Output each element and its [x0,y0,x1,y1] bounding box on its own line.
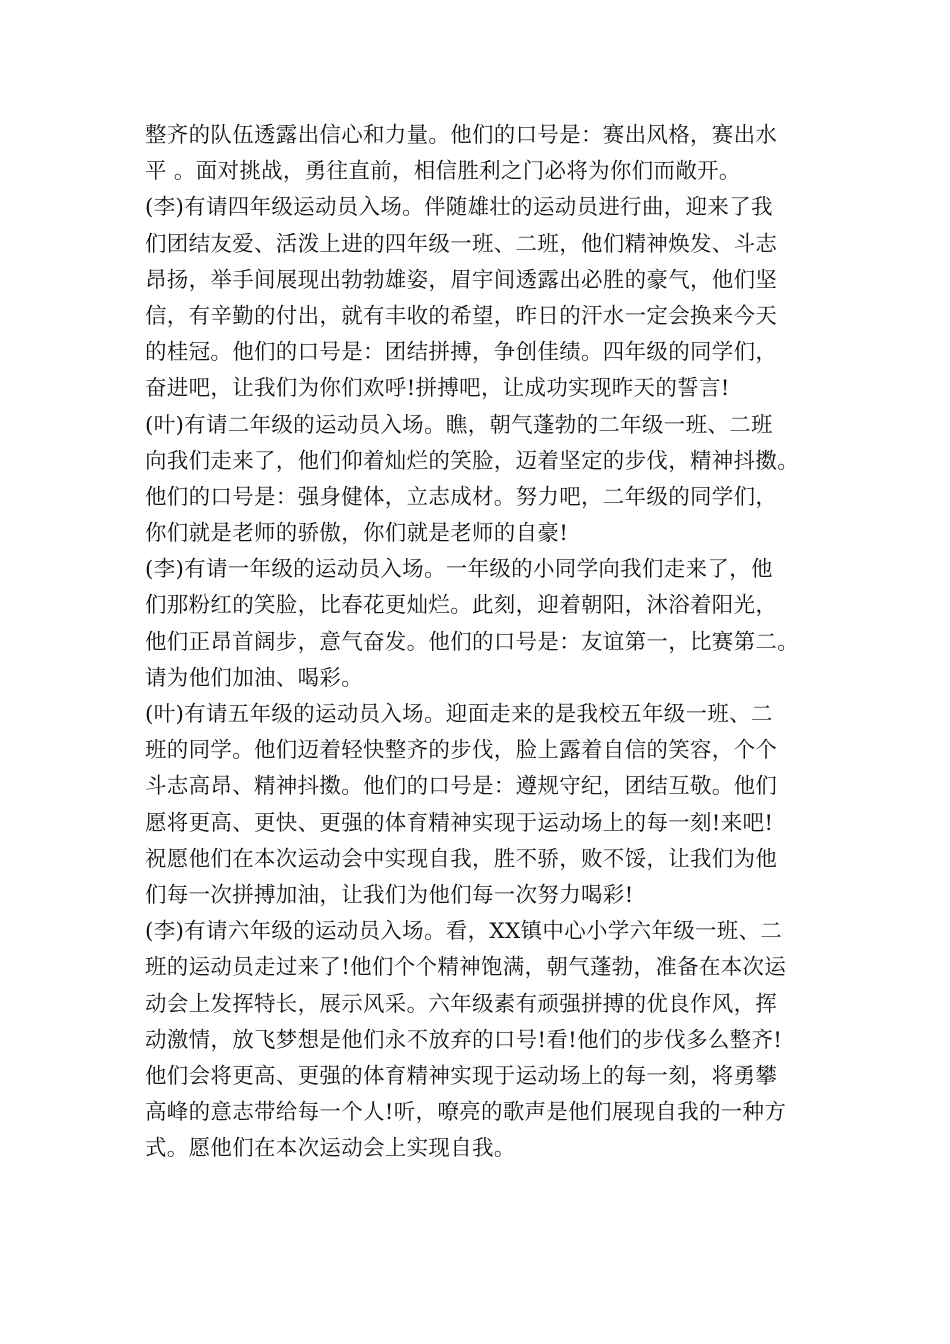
text-line: 信，有辛勤的付出，就有丰收的希望，昨日的汗水一定会换来今天 [145,303,778,329]
text-line: (叶)有请二年级的运动员入场。瞧，朝气蓬勃的二年级一班、二班 [145,412,773,438]
text-line: 式。愿他们在本次运动会上实现自我。 [145,1136,516,1162]
text-line: 班的同学。他们迈着轻快整齐的步伐，脸上露着自信的笑容，个个 [145,738,778,764]
text-line: (李)有请四年级运动员入场。伴随雄壮的运动员进行曲，迎来了我 [145,195,773,221]
text-line: 斗志高昂、精神抖擞。他们的口号是：遵规守纪，团结互敬。他们 [145,774,778,800]
text-line: 高峰的意志带给每一个人!听，嘹亮的歌声是他们展现自我的一种方 [145,1100,787,1126]
body-text [145,118,835,1167]
text-line: 他们会将更高、更强的体育精神实现于运动场上的每一刻，将勇攀 [145,1063,778,1089]
text-line: 们那粉红的笑脸，比春花更灿烂。此刻，迎着朝阳，沐浴着阳光， [145,593,778,619]
text-line: 你们就是老师的骄傲，你们就是老师的自豪! [145,521,569,547]
text-line: 整齐的队伍透露出信心和力量。他们的口号是：赛出风格，赛出水 [145,123,778,148]
text-line: 平 。面对挑战，勇往直前，相信胜利之门必将为你们而敞开。 [145,159,741,185]
text-line: 他们正昂首阔步，意气奋发。他们的口号是：友谊第一，比赛第二。 [145,629,800,655]
text-line: 祝愿他们在本次运动会中实现自我，胜不骄，败不馁，让我们为他 [145,846,778,872]
text-line: 的桂冠。他们的口号是：团结拼搏，争创佳绩。四年级的同学们， [145,340,778,366]
text-line: (李)有请六年级的运动员入场。看，XX镇中心小学六年级一班、二 [145,919,783,945]
text-line: 他们的口号是：强身健体，立志成材。努力吧，二年级的同学们， [145,484,778,510]
text-line: (叶)有请五年级的运动员入场。迎面走来的是我校五年级一班、二 [145,702,773,727]
text-line: 班的运动员走过来了!他们个个精神饱满，朝气蓬勃，准备在本次运 [145,955,787,981]
text-line: 向我们走来了，他们仰着灿烂的笑脸，迈着坚定的步伐，精神抖擞。 [145,448,800,474]
text-line: (李)有请一年级的运动员入场。一年级的小同学向我们走来了，他 [145,557,773,583]
text-line: 动激情，放飞梦想是他们永不放弃的口号!看!他们的步伐多么整齐! [145,1027,783,1053]
text-line: 昂扬，举手间展现出勃勃雄姿，眉宇间透露出必胜的豪气，他们坚 [145,267,778,293]
text-line: 奋进吧，让我们为你们欢呼!拼搏吧，让成功实现昨天的誓言! [145,376,730,402]
text-line: 们团结友爱、活泼上进的四年级一班、二班，他们精神焕发、斗志 [145,231,778,257]
text-line: 愿将更高、更快、更强的体育精神实现于运动场上的每一刻!来吧! [145,810,774,836]
text-line: 请为他们加油、喝彩。 [145,665,364,691]
text-line: 动会上发挥特长，展示风采。六年级素有顽强拼搏的优良作风，挥 [145,991,778,1017]
text-line: 们每一次拼搏加油，让我们为他们每一次努力喝彩! [145,882,634,908]
